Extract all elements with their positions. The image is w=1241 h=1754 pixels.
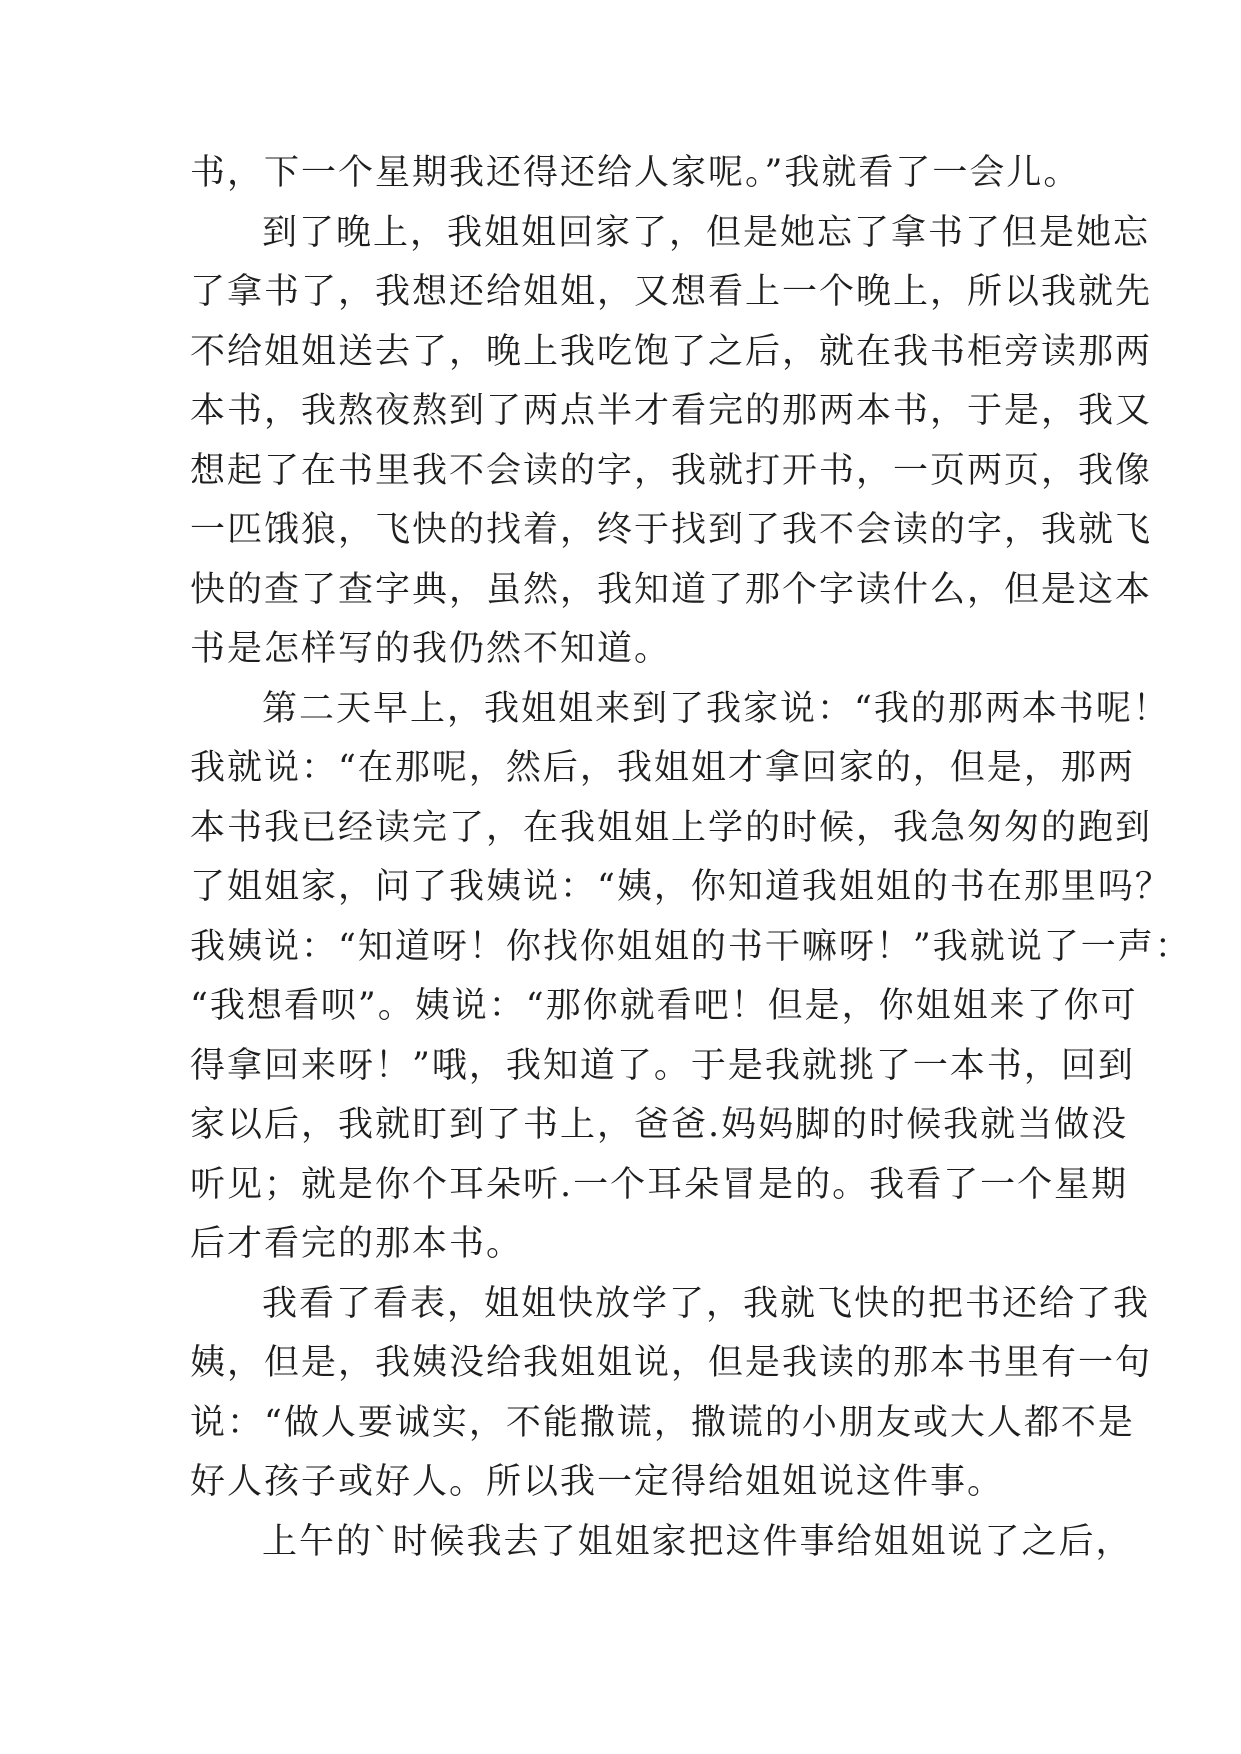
text-line: 后才看完的那本书。 <box>190 1224 524 1264</box>
text-line: 我看了看表，姐姐快放学了，我就飞快的把书还给了我 <box>262 1283 1151 1324</box>
text-line: 得拿回来呀！”哦，我知道了。于是我就挑了一本书，回到 <box>190 1045 1135 1086</box>
text-line: 说：“做人要诚实，不能撒谎，撒谎的小朋友或大人都不是 <box>190 1402 1135 1443</box>
text-line: 本书，我熬夜熬到了两点半才看完的那两本书，于是，我又 <box>190 391 1153 431</box>
text-line: 第二天早上，我姐姐来到了我家说：“我的那两本书呢！ <box>262 688 1170 729</box>
text-line: 书是怎样写的我仍然不知道。 <box>190 629 672 669</box>
text-line: 我就说：“在那呢，然后，我姐姐才拿回家的，但是，那两 <box>190 748 1135 788</box>
text-line: 快的查了查字典，虽然，我知道了那个字读什么，但是这本 <box>190 569 1153 610</box>
text-line: 到了晚上，我姐姐回家了，但是她忘了拿书了但是她忘 <box>262 212 1151 253</box>
text-line: 听见；就是你个耳朵听.一个耳朵冒是的。我看了一个星期 <box>190 1164 1129 1205</box>
text-line: 姨，但是，我姨没给我姐姐说，但是我读的那本书里有一句 <box>190 1343 1153 1383</box>
text-line: 不给姐姐送去了，晚上我吃饱了之后，就在我书柜旁读那两 <box>190 331 1153 372</box>
body-text <box>190 144 1192 1572</box>
text-line: 了拿书了，我想还给姐姐，又想看上一个晚上，所以我就先 <box>190 272 1153 312</box>
text-line: 了姐姐家，问了我姨说：“姨，你知道我姐姐的书在那里吗？ <box>190 867 1172 907</box>
text-line: 家以后，我就盯到了书上，爸爸.妈妈脚的时候我就当做没 <box>190 1105 1129 1145</box>
text-line: 想起了在书里我不会读的字，我就打开书，一页两页，我像 <box>190 450 1153 491</box>
text-line: 我姨说：“知道呀！你找你姐姐的书干嘛呀！”我就说了一声： <box>190 926 1192 967</box>
text-line: 好人孩子或好人。所以我一定得给姐姐说这件事。 <box>190 1462 1005 1502</box>
text-line: “我想看呗”。姨说：“那你就看吧！但是，你姐姐来了你可 <box>190 986 1138 1026</box>
text-line: 书，下一个星期我还得还给人家呢。”我就看了一会儿。 <box>190 153 1081 193</box>
text-line: 本书我已经读完了，在我姐姐上学的时候，我急匆匆的跑到 <box>190 807 1153 848</box>
text-line: 一匹饿狼，飞快的找着，终于找到了我不会读的字，我就飞 <box>190 510 1153 550</box>
text-line: 上午的`时候我去了姐姐家把这件事给姐姐说了之后， <box>262 1521 1133 1562</box>
